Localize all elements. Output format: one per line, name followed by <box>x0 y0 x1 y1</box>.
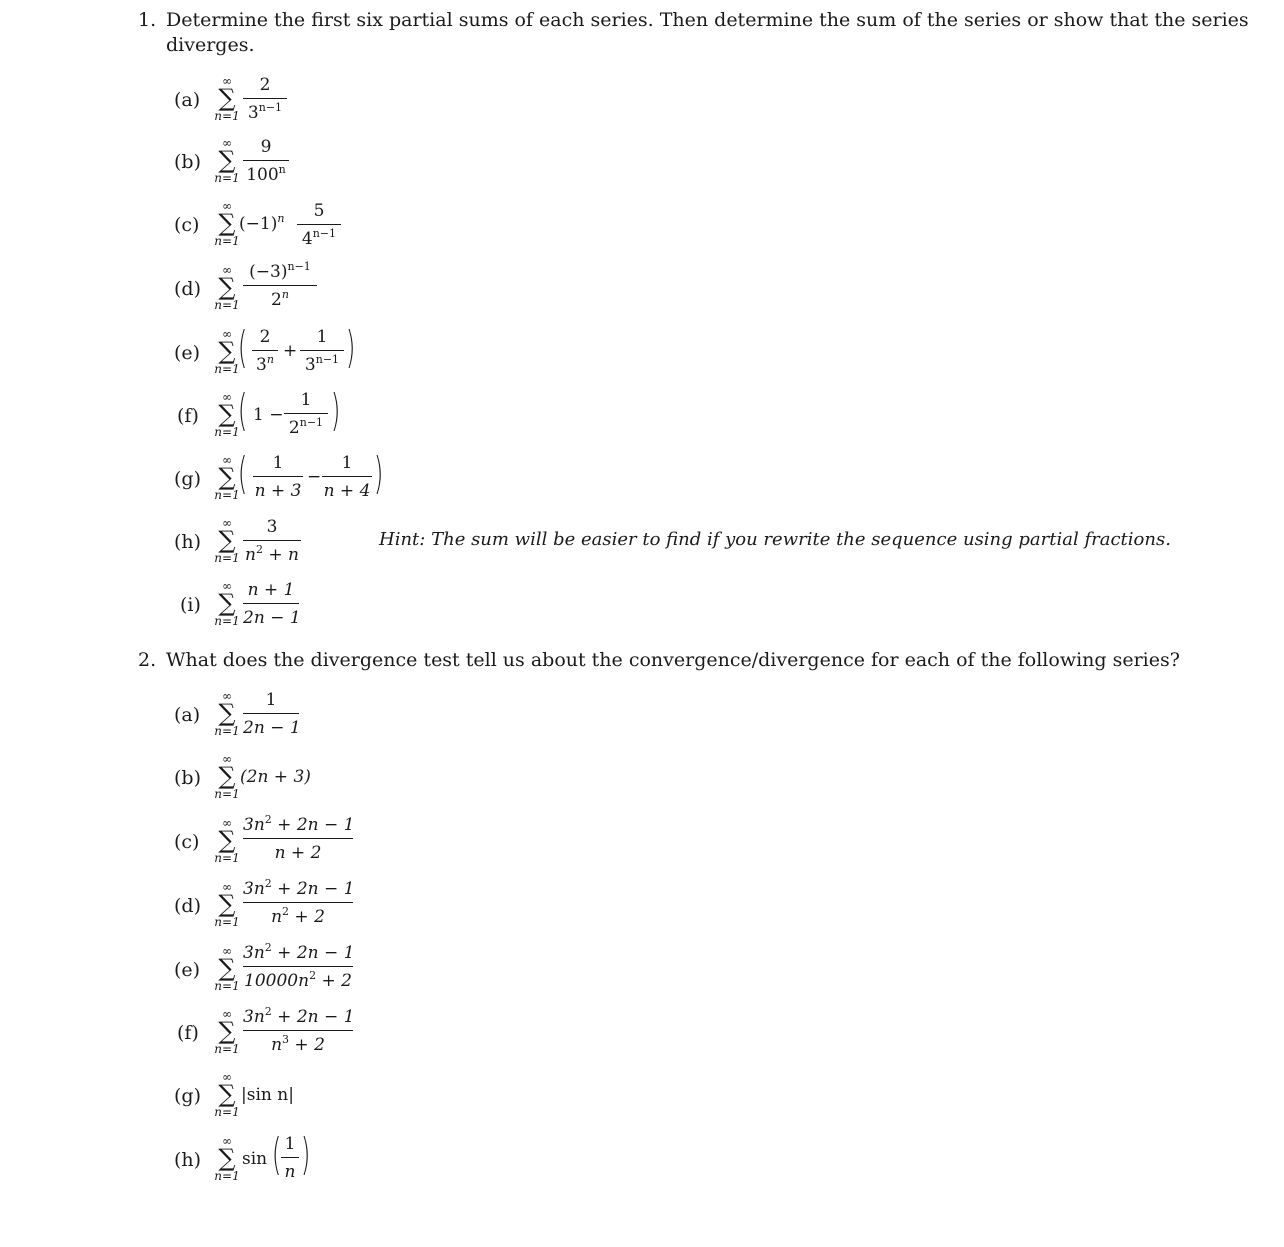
left-paren: ( <box>237 322 248 373</box>
fraction: 3 $n^2 + n$ <box>243 516 301 566</box>
item-label: (g) <box>174 1085 201 1107</box>
sigma-sum: ∞ ∑ n=1 <box>214 752 240 801</box>
sigma-sum: ∞ ∑ n=1 <box>214 453 240 502</box>
sigma-sum: ∞ ∑ n=1 <box>214 579 240 628</box>
fraction: $3n^2 + 2n - 1$ n + 2 <box>243 813 355 863</box>
item-label: (e) <box>174 342 201 364</box>
item-label: (c) <box>174 214 200 236</box>
sigma-sum: ∞ ∑ n=1 <box>214 816 240 865</box>
q2-text: What does the divergence test tell us about the convergence/divergence for each of the following series? <box>166 649 1180 671</box>
item-label: (a) <box>174 704 201 726</box>
sigma-sum: ∞ ∑ n=1 <box>214 263 240 312</box>
fraction: 5 $4^{n-1}$ <box>297 200 341 250</box>
fraction: 2 3$^n$ <box>252 326 278 376</box>
item-label: (b) <box>174 151 201 173</box>
item-label: (f) <box>177 1022 199 1044</box>
fraction: 9 100$^n$ <box>243 136 289 186</box>
item-label: (f) <box>177 405 199 427</box>
sigma-sum: ∞ ∑ n=1 <box>214 689 240 738</box>
fraction: $3n^2 + 2n - 1$ $n^2 + 2$ <box>243 877 355 927</box>
item-label: (e) <box>174 959 201 981</box>
sigma-sum: ∞ ∑ n=1 <box>214 1070 240 1119</box>
item-label: (a) <box>174 89 201 111</box>
operator: − <box>307 467 322 487</box>
sigma-sum: ∞ ∑ n=1 <box>214 1134 240 1183</box>
lead-term: 1 − <box>253 405 284 425</box>
sigma-sum: ∞ ∑ n=1 <box>214 327 240 376</box>
q1-text-line1: Determine the first six partial sums of each series. Then determine the sum of the series or show that the series <box>166 9 1249 31</box>
item-label: (i) <box>180 594 201 616</box>
sigma-sum: ∞ ∑ n=1 <box>214 136 240 185</box>
sigma-sum: ∞ ∑ n=1 <box>214 880 240 929</box>
left-paren: ( <box>237 385 248 436</box>
sigma-sum: ∞ ∑ n=1 <box>214 74 240 123</box>
summand: (2n + 3) <box>240 767 311 787</box>
operator: + <box>283 341 298 361</box>
fraction: 1 $2^{n-1}$ <box>284 389 328 439</box>
fraction: 2 $3^{n-1}$ <box>243 74 287 124</box>
fraction: 1 n <box>281 1133 299 1183</box>
q1-text-line2: diverges. <box>166 34 255 56</box>
sin-function: sin <box>242 1149 268 1169</box>
fraction: 1 n + 3 <box>254 453 302 501</box>
fraction: 1 n + 4 <box>323 453 371 501</box>
fraction: 1 $3^{n-1}$ <box>300 326 344 376</box>
q1-number: 1. <box>138 9 157 31</box>
fraction: 1 2n − 1 <box>243 690 301 738</box>
right-paren: ) <box>330 385 341 436</box>
item-label: (g) <box>174 468 201 490</box>
right-paren: ) <box>345 322 356 373</box>
item-label: (d) <box>174 895 201 917</box>
summand: |sin n| <box>241 1085 294 1105</box>
sign-factor: $(-1)^n$ <box>239 212 285 234</box>
item-label: (d) <box>174 278 201 300</box>
fraction: $3n^2 + 2n - 1$ $10000n^2 + 2$ <box>243 941 355 991</box>
item-label: (b) <box>174 767 201 789</box>
right-paren: ) <box>300 1129 311 1180</box>
hint: Hint: The sum will be easier to find if you rewrite the sequence using partial fractions. <box>379 529 1171 550</box>
fraction: n + 1 2n − 1 <box>243 580 301 628</box>
item-label: (c) <box>174 831 200 853</box>
sigma-sum: ∞ ∑ n=1 <box>214 516 240 565</box>
fraction: $3n^2 + 2n - 1$ $n^3 + 2$ <box>243 1005 355 1055</box>
fraction: $(-3)^{n-1}$ 2$^n$ <box>243 261 317 311</box>
sigma-sum: ∞ ∑ n=1 <box>214 199 240 248</box>
sigma-sum: ∞ ∑ n=1 <box>214 944 240 993</box>
item-label: (h) <box>174 531 202 553</box>
left-paren: ( <box>271 1129 282 1180</box>
sigma-sum: ∞ ∑ n=1 <box>214 1007 240 1056</box>
left-paren: ( <box>237 448 248 499</box>
q2-number: 2. <box>138 649 157 671</box>
item-label: (h) <box>174 1149 202 1171</box>
sigma-sum: ∞ ∑ n=1 <box>214 390 240 439</box>
right-paren: ) <box>373 448 384 499</box>
